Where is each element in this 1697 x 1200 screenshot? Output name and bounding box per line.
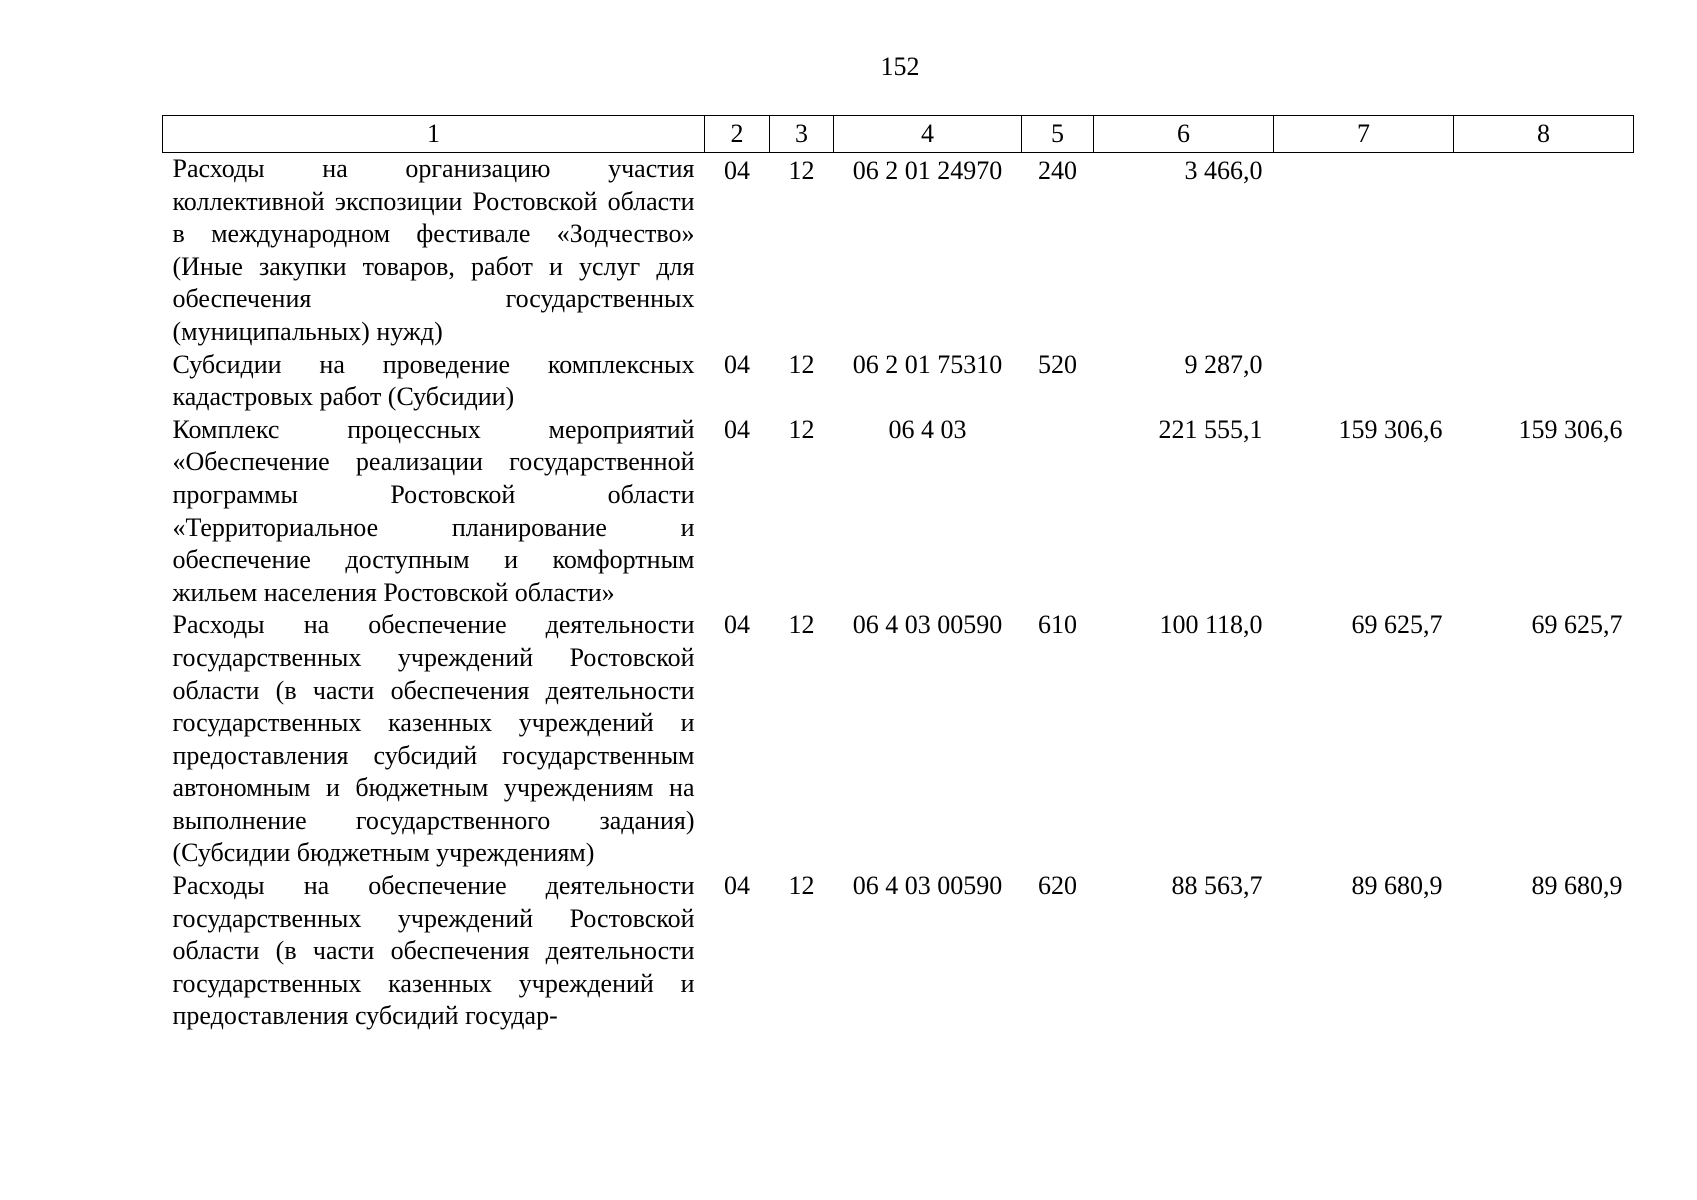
row-expense-type-code — [1022, 414, 1094, 610]
row-expense-type-code: 620 — [1038, 871, 1077, 901]
row-amount-col6: 9 287,0 — [1184, 349, 1263, 379]
row-amount-col6: 221 555,1 — [1158, 414, 1263, 444]
header-col-3: 3 — [770, 116, 834, 153]
header-col-6: 6 — [1094, 116, 1274, 153]
row-amount-col8 — [1454, 153, 1634, 349]
row-amount-col6: 3 466,0 — [1184, 156, 1263, 185]
row-section-code: 04 — [724, 871, 750, 901]
table-row — [163, 870, 1634, 1033]
row-amount-col7 — [1274, 153, 1454, 349]
page-number: 152 — [880, 52, 920, 81]
row-section-code: 04 — [724, 349, 750, 379]
row-target-article-code: 06 2 01 75310 — [852, 349, 1003, 379]
row-description: Расходы на обеспечение деятельности государственных учреждений Ростовской области (в части обеспечения деятельности государственных казенных учреждений и предоставления субсидий государ- — [172, 871, 695, 1031]
table-row — [163, 153, 1634, 349]
row-description: Комплекс процессных мероприятий «Обеспечение реализации государственной программы Ростовской области «Территориальное планирование и обеспечение доступным и комфортным жильем населения Ростовской области» — [172, 414, 695, 607]
row-target-article-code: 06 4 03 00590 — [852, 871, 1003, 901]
row-expense-type-code: 610 — [1038, 610, 1077, 640]
row-subsection-code: 12 — [788, 349, 815, 379]
row-section-code: 04 — [724, 156, 750, 185]
header-col-2: 2 — [705, 116, 770, 153]
table-row — [163, 349, 1634, 414]
row-description: Субсидии на проведение комплексных кадастровых работ (Субсидии) — [172, 349, 695, 412]
row-section-code: 04 — [724, 610, 750, 640]
row-expense-type-code: 520 — [1038, 349, 1077, 379]
header-col-1: 1 — [163, 116, 705, 153]
row-amount-col7: 159 306,6 — [1338, 414, 1443, 444]
row-subsection-code: 12 — [788, 871, 815, 901]
table-row — [163, 609, 1634, 870]
row-subsection-code: 12 — [788, 610, 815, 640]
row-target-article-code: 06 2 01 24970 — [852, 156, 1003, 185]
row-subsection-code: 12 — [788, 156, 815, 185]
row-amount-col6: 88 563,7 — [1171, 871, 1263, 901]
row-amount-col8: 69 625,7 — [1531, 610, 1623, 640]
header-col-5: 5 — [1022, 116, 1094, 153]
header-col-7: 7 — [1274, 116, 1454, 153]
row-description: Расходы на обеспечение деятельности государственных учреждений Ростовской области (в части обеспечения деятельности государственных казенных учреждений и предоставления субсидий государственным автономным и бюджетным учреждениям на выполнение государственного задания) (Субсидии бюджетным учреждениям) — [172, 610, 695, 868]
row-section-code: 04 — [724, 414, 750, 444]
row-target-article-code: 06 4 03 — [888, 414, 967, 444]
row-amount-col8: 89 680,9 — [1531, 871, 1623, 901]
header-row — [163, 116, 1634, 153]
row-subsection-code: 12 — [788, 414, 815, 444]
header-col-8: 8 — [1454, 116, 1634, 153]
header-col-4: 4 — [834, 116, 1022, 153]
row-amount-col6: 100 118,0 — [1159, 610, 1263, 640]
row-amount-col7: 89 680,9 — [1351, 871, 1443, 901]
budget-table — [162, 115, 1634, 1033]
row-target-article-code: 06 4 03 00590 — [852, 610, 1003, 640]
row-amount-col7 — [1274, 349, 1454, 414]
row-expense-type-code: 240 — [1038, 156, 1077, 185]
row-amount-col8 — [1454, 349, 1634, 414]
row-amount-col7: 69 625,7 — [1351, 610, 1443, 640]
row-amount-col8: 159 306,6 — [1518, 414, 1623, 444]
row-description: Расходы на организацию участия коллективной экспозиции Ростовской области в международном фестивале «Зодчество» (Иные закупки товаров, работ и услуг для обеспечения государственных (муниципальных) нужд) — [172, 154, 695, 346]
table-row — [163, 414, 1634, 610]
